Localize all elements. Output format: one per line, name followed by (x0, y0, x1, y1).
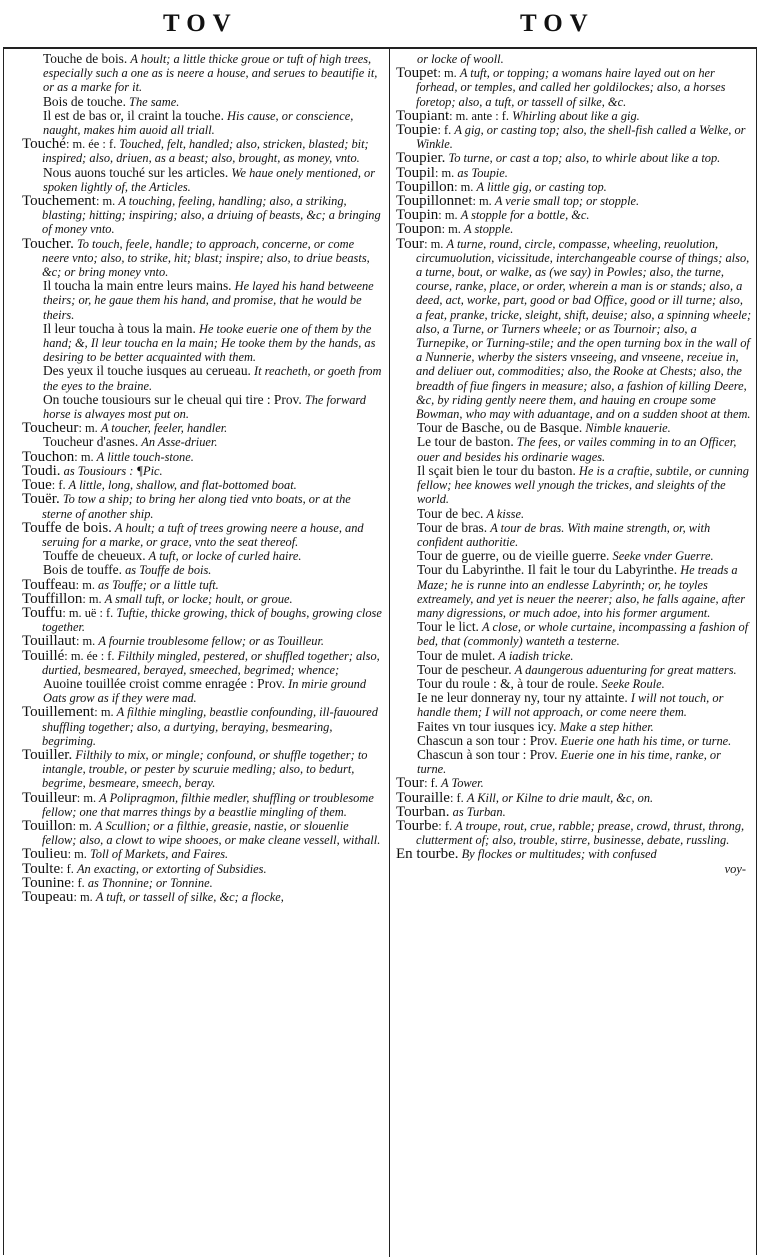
headword: Toulieu (22, 846, 68, 863)
definition: as Touffe de bois. (125, 563, 212, 578)
headword: Tour de guerre, ou de vieille guerre. (417, 548, 610, 564)
headword: Touillon (22, 817, 73, 834)
definition: A little, long, shallow, and flat-bottomed boat. (68, 478, 297, 493)
grammar-label: : m. (75, 577, 95, 592)
definition: A verie small top; or stopple. (494, 194, 640, 209)
grammar-label: : m. (76, 790, 97, 805)
headword: Touffeau (22, 576, 76, 593)
definition: A little gig, or casting top. (476, 179, 607, 194)
dictionary-entry (22, 492, 384, 520)
dictionary-subentry (22, 52, 384, 95)
definition: He is a craftie, subtile, or cunning fellow; hee knowes well ynough the trickes, and sleights of the world. (417, 463, 749, 507)
definition: We haue onely mentioned, or spoken lightly of, the Articles. (43, 165, 376, 194)
definition: An Asse-driuer. (141, 435, 218, 450)
definition: as Turban. (452, 804, 506, 819)
headword: Tour du Labyrinthe. Il fait le tour du Labyrinthe. (417, 562, 678, 578)
dictionary-entry (22, 649, 384, 677)
grammar-label: : m. (67, 847, 87, 862)
headword: Touiller. (22, 746, 73, 763)
definition: He tooke euerie one of them by the hand; &, Il leur toucha en la main; He tooke them by the hands, as desiring to be better acquainted with them. (43, 321, 376, 365)
grammar-label: : m. ée : f. (65, 137, 117, 152)
definition: Seeke Roule. (601, 676, 665, 691)
dictionary-entry (396, 819, 752, 847)
dictionary-entry (396, 208, 752, 222)
dictionary-entry (22, 592, 384, 606)
dictionary-subentry (396, 720, 752, 734)
grammar-label: : m. (75, 634, 96, 649)
headword: Toulte (22, 860, 61, 877)
dictionary-subentry (396, 435, 752, 463)
definition: as Toupie. (457, 165, 508, 180)
dictionary-subentry (22, 364, 384, 392)
dictionary-entry (396, 847, 752, 861)
definition: To tow a ship; to bring her along tied vnto boats, or at the sterne of another ship. (42, 492, 351, 521)
headword: Chascun à son tour : Prov. (417, 746, 558, 762)
dictionary-subentry (396, 691, 752, 719)
dictionary-entry (22, 137, 384, 165)
grammar-label: : m. (74, 449, 94, 464)
grammar-label: : m. (454, 179, 474, 194)
left-column (22, 52, 384, 904)
headword: Il est de bas or, il craint la touche. (43, 107, 224, 123)
headword: Toupie (396, 122, 438, 139)
grammar-label: : m. (472, 194, 492, 209)
headword: Tour (396, 775, 425, 792)
headword: Faites vn tour iusques icy. (417, 718, 557, 734)
headword: Toupeau (22, 888, 74, 905)
headword: Toucheur d'asnes. (43, 434, 139, 450)
headword: Auoine touillée croist comme enragée : Prov. (43, 675, 285, 691)
definition: A turne, round, circle, compasse, wheeling, reuolution, circumuolution, vicissitude, interchangeable course of things; also, a turne, bout, or walke, as (we say) in Powles; also, the turne, course, ranke, place, or order, wherein a man is or stands; also, a deed, act, worke, part, good or bad Office, good or ill turne; also, a feat, pranke, tricke, sleight, shift, deuise; also, a spinning wheele; also, a Turne, or Turners wheele; or as Tournoir; also, a Turnepike, or Turning-stile; and the open turning box in the wall of a Nunnerie, wherby the sisters vnseeing, and vnseene, receiue in, and deliuer out, commodities; also, the Rooke at Chests; also, the breadth of fiue fingers in measure; also, a fashion of killing Deere, &c, by riding gently neere them, and hauing en croupe some Bowman, who may with aduantage, and on a sudden shoot at them. (416, 236, 752, 422)
headword: Ie ne leur donneray ny, tour ny attainte. (417, 690, 628, 706)
catchword: voy- (724, 861, 746, 876)
definition: A stopple for a bottle, &c. (460, 208, 590, 223)
dictionary-entry (396, 805, 752, 819)
grammar-label: : m. uë : f. (62, 605, 114, 620)
definition: A Polipragmon, filthie medler, shuffling or troublesome fellow; one that marres things by a beastlie mingling of them. (42, 790, 374, 819)
grammar-label: : f. (424, 776, 438, 791)
definition: A stopple. (464, 222, 514, 237)
headword: On touche tousiours sur le cheual qui tire : Prov. (43, 391, 302, 407)
headword: Toupillon (396, 178, 455, 195)
dictionary-entry (22, 791, 384, 819)
dictionary-entry (396, 151, 752, 165)
dictionary-entry (22, 705, 384, 748)
headword: Touraille (396, 789, 450, 806)
definition: A tuft, or tassell of silke, &c; a flocke, (95, 889, 284, 904)
headword: Touffu (22, 604, 63, 621)
headword: Tour le lict. (417, 619, 479, 635)
headword: Tour de Basche, ou de Basque. (417, 420, 583, 436)
headword: Il toucha la main entre leurs mains. (43, 278, 232, 294)
definition: A gig, or casting top; also, the shell-fish called a Welke, or Winkle. (416, 123, 746, 152)
headword: Touffillon (22, 590, 83, 607)
dictionary-subentry (396, 620, 752, 648)
definition: His cause, or conscience, naught, makes him auoid all triall. (43, 108, 354, 138)
right-column (396, 52, 752, 876)
definition: A Scullion; or a filthie, greasie, nastie, or slouenlie fellow; also, a clowt to wipe shooes, or make cleane vessell, withall. (42, 818, 381, 848)
dictionary-entry (396, 109, 752, 123)
grammar-label: : m. (438, 208, 458, 223)
headword: Touffe de cheueux. (43, 548, 146, 564)
running-head-right: TOV (520, 10, 595, 37)
dictionary-entry (22, 421, 384, 435)
headword: Des yeux il touche iusques au cerueau. (43, 363, 251, 379)
definition: A Tower. (441, 776, 484, 791)
grammar-label: : m. ante : f. (449, 108, 509, 123)
headword: Touffe de bois. (22, 519, 112, 536)
dictionary-subentry (396, 464, 752, 507)
headword: Tour de bec. (417, 505, 484, 521)
grammar-label: : f. (51, 478, 66, 493)
dictionary-subentry (22, 109, 384, 137)
definition: A toucher, feeler, handler. (100, 421, 228, 436)
grammar-label: : m. (441, 222, 461, 237)
definition: Tuftie, thicke growing, thick of boughs, growing close together. (42, 605, 382, 635)
dictionary-subentry (396, 748, 752, 776)
definition: as Thonnine; or Tonnine. (87, 875, 213, 890)
headword: Touillé (22, 647, 65, 664)
dictionary-entry (22, 521, 384, 549)
dictionary-entry (22, 450, 384, 464)
grammar-label: : m. (72, 818, 92, 833)
headword: Touchement (22, 193, 96, 210)
headword: Toupin (396, 207, 439, 224)
dictionary-subentry (22, 322, 384, 365)
headword: Il sçait bien le tour du baston. (417, 462, 576, 478)
definition: Toll of Markets, and Faires. (90, 847, 229, 862)
headword: Tourban. (396, 803, 450, 820)
definition: To touch, feele, handle; to approach, concerne, or come neere vnto; also, to strike, hit; blast; inspire; also, to driue beasts, &c; or bring money vnto. (42, 236, 370, 280)
headword: Tourbe (396, 817, 439, 834)
headword: Tour (396, 235, 425, 252)
headword: Toucheur (22, 420, 79, 437)
dictionary-subentry (396, 663, 752, 677)
definition: A daungerous aduenturing for great matters. (514, 662, 737, 677)
definition: A Kill, or Kilne to drie mault, &c, on. (466, 790, 654, 805)
headword: Touër. (22, 491, 60, 508)
dictionary-entry (22, 890, 384, 904)
headword: Touillement (22, 704, 95, 721)
grammar-label: : m. (434, 165, 455, 180)
dictionary-subentry (396, 549, 752, 563)
headword: Toupet (396, 65, 438, 82)
column-divider (389, 47, 390, 1257)
dictionary-entry (396, 180, 752, 194)
grammar-label: : m. (424, 236, 444, 251)
dictionary-entry (396, 222, 752, 236)
headword: Bois de touche. (43, 93, 126, 109)
dictionary-subentry (22, 166, 384, 194)
headword: Toupil (396, 164, 435, 181)
definition: Euerie one in his time, ranke, or turne. (417, 747, 721, 777)
headword: Toucher. (22, 235, 74, 252)
dictionary-subentry (396, 521, 752, 549)
headword: Touillaut (22, 633, 76, 650)
dictionary-subentry (22, 95, 384, 109)
grammar-label: : m. (82, 591, 102, 606)
headword: Touche de bois. (43, 51, 128, 66)
grammar-label: : m. (78, 421, 98, 436)
definition: A close, or whole curtaine, incompassing a fashion of bed, that (commonly) wanteth a testerne. (417, 620, 749, 649)
page-header (0, 0, 763, 48)
definition: A tour de bras. With maine strength, or, with confident authoritie. (417, 520, 711, 549)
dictionary-entry (22, 819, 384, 847)
headword: Toue (22, 477, 52, 494)
definition: An exacting, or extorting of Subsidies. (76, 861, 267, 876)
headword: Tour du roule : &, à tour de roule. (417, 675, 599, 691)
headword: Nous auons touché sur les articles. (43, 164, 229, 180)
definition: A hoult; a little thicke groue or tuft of high trees, especially such a one as is neere a house, and serues to beautifie it, or as a marke for it. (43, 52, 378, 95)
dictionary-entry (22, 876, 384, 890)
headword: Tounine (22, 874, 71, 891)
dictionary-subentry (22, 435, 384, 449)
definition: A little touch-stone. (96, 449, 194, 464)
definition: as Tousiours : ¶Pic. (63, 463, 163, 478)
definition: It reacheth, or goeth from the eyes to the braine. (43, 364, 382, 393)
running-head-left: TOV (163, 10, 238, 37)
headword: Toupon (396, 221, 442, 238)
headword: Toupiant (396, 107, 450, 124)
dictionary-entry (22, 464, 384, 478)
dictionary-subentry (22, 677, 384, 705)
dictionary-entry (396, 194, 752, 208)
definition: Make a step hither. (559, 719, 654, 734)
headword: Tour de mulet. (417, 647, 496, 663)
dictionary-subentry (396, 52, 752, 66)
dictionary-entry (22, 862, 384, 876)
headword: Il leur toucha à tous la main. (43, 320, 196, 336)
grammar-label: : m. (437, 66, 457, 81)
dictionary-subentry (22, 549, 384, 563)
definition: Touched, felt, handled; also, stricken, blasted; bit; inspired; also, driuen, as a beast; also, brought, as money, vnto. (42, 137, 369, 166)
grammar-label: : f. (438, 818, 453, 833)
definition: Whirling about like a gig. (512, 108, 640, 123)
definition: I will not touch, or handle them; I will not approach, or come neere them. (417, 691, 724, 720)
dictionary-subentry (396, 421, 752, 435)
headword: En tourbe. (396, 846, 459, 863)
grammar-label: : m. (94, 705, 114, 720)
headword: Touché (22, 136, 66, 153)
grammar-label: : m. (73, 889, 93, 904)
definition: Nimble knauerie. (585, 421, 671, 436)
dictionary-entry (396, 166, 752, 180)
headword: Touilleur (22, 789, 77, 806)
dictionary-subentry (22, 279, 384, 322)
grammar-label: : f. (449, 790, 464, 805)
grammar-label: : m. (95, 194, 116, 209)
dictionary-entry (22, 237, 384, 280)
headword: Chascun a son tour : Prov. (417, 732, 558, 748)
dictionary-entry (396, 776, 752, 790)
definition: Euerie one hath his time, or turne. (560, 733, 732, 748)
definition: Seeke vnder Guerre. (612, 549, 714, 564)
grammar-label: : f. (437, 123, 452, 138)
dictionary-entry (396, 237, 752, 422)
dictionary-subentry (22, 563, 384, 577)
dictionary-subentry (396, 677, 752, 691)
definition: A fournie troublesome fellow; or as Touilleur. (98, 634, 325, 649)
dictionary-subentry (396, 734, 752, 748)
definition: To turne, or cast a top; also, to whirle about like a top. (448, 151, 721, 166)
definition: A tuft, or topping; a womans haire layed out on her forhead, or temples, and called her goldilockes; also, a horses foretop; also, a tuft, or tassell of silke, &c. (416, 66, 726, 109)
definition: The fees, or vailes comming in to an Officer, ouer and besides his ordinarie wages. (417, 435, 737, 464)
definition: He treads a Maze; he is runne into an endlesse Labyrinth; or, he toyles extreamely, and yet is neuer the neerer; also, he falls againe, after many digressions, or much adoe, into his former argument. (417, 563, 746, 620)
headword: Toupillonnet (396, 193, 473, 210)
dictionary-subentry (396, 649, 752, 663)
definition: In mirie ground Oats grow as if they were mad. (43, 676, 367, 706)
dictionary-entry (22, 748, 384, 791)
definition: A troupe, rout, crue, rabble; prease, crowd, thrust, throng, clutterment of; also, trouble, stirre, businesse, debate, russling. (416, 818, 745, 848)
headword: Bois de touffe. (43, 562, 122, 578)
definition: By flockes or multitudes; with confused (461, 847, 657, 862)
headword: Toupier. (396, 150, 446, 167)
grammar-label: : m. ée : f. (64, 648, 115, 663)
definition: A hoult; a tuft of trees growing neere a house, and seruing for a marke, or grace, vnto the seat thereof. (42, 520, 364, 549)
definition: A small tuft, or locke; hoult, or groue. (104, 591, 293, 606)
definition: A filthie mingling, beastlie confounding, ill-fauoured shuffling together; also, a durtying, beraying, besmearing, begriming. (42, 705, 378, 748)
definition: A iadish tricke. (498, 648, 574, 663)
definition: A tuft, or locke of curled haire. (148, 549, 302, 564)
definition: A kisse. (486, 506, 525, 521)
definition: Filthily mingled, pestered, or shuffled together; also, durtied, besmeared, berayed, smeeched, begrimed; whence; (42, 648, 380, 677)
definition: or locke of wooll. (417, 52, 504, 66)
dictionary-entry (22, 847, 384, 861)
grammar-label: : f. (70, 875, 85, 890)
dictionary-entry (396, 791, 752, 805)
definition: A touching, feeling, handling; also, a striking, blasting; hitting; inspiring; also, a driuing of beasts, &c; a bringing of money vnto. (42, 194, 381, 237)
dictionary-subentry (396, 507, 752, 521)
headword: Toudi. (22, 462, 61, 479)
definition: Filthily to mix, or mingle; confound, or shuffle together; to intangle, trouble, or pester by scuruie medling; also, to bedurt, begrime, besmeare, smeech, beray. (42, 747, 368, 791)
headword: Le tour de baston. (417, 434, 514, 450)
grammar-label: : f. (60, 861, 74, 876)
dictionary-entry (22, 634, 384, 648)
dictionary-entry (22, 578, 384, 592)
headword: Tour de bras. (417, 519, 488, 535)
definition: The same. (129, 94, 180, 109)
dictionary-subentry (396, 563, 752, 620)
definition: as Touffe; or a little tuft. (98, 577, 219, 592)
dictionary-subentry (22, 393, 384, 421)
definition: The forward horse is alwayes most put on. (43, 392, 366, 422)
definition: He layed his hand betweene theirs; or, he gaue them his hand, and promise, that he would be theirs. (43, 279, 374, 322)
dictionary-entry (396, 66, 752, 109)
headword: Touchon (22, 448, 75, 465)
dictionary-entry (396, 123, 752, 151)
dictionary-entry (22, 478, 384, 492)
dictionary-entry (22, 194, 384, 237)
headword: Tour de pescheur. (417, 661, 512, 677)
dictionary-entry (22, 606, 384, 634)
